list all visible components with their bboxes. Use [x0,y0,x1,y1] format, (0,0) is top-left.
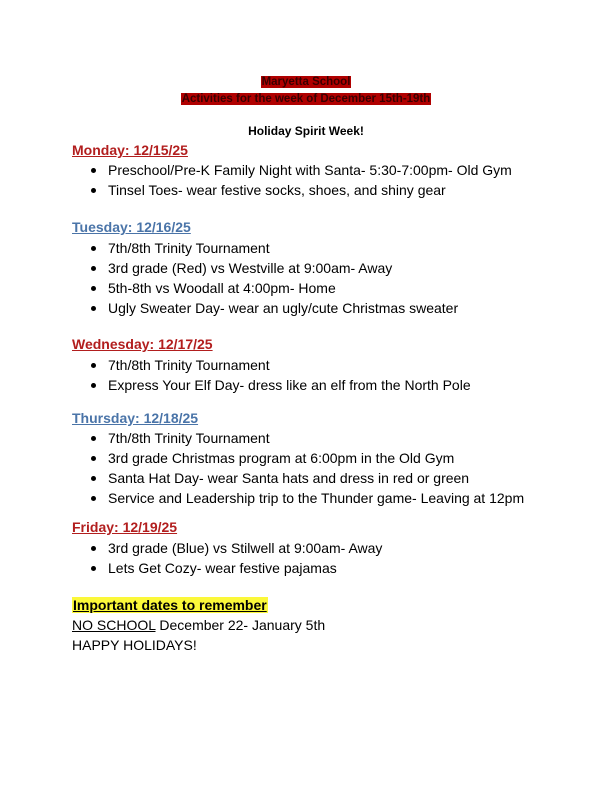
important-dates-heading: Important dates to remember [73,597,267,613]
day-heading-wednesday: Wednesday: 12/17/25 [72,336,213,352]
school-name-line [0,72,612,90]
closing-message: HAPPY HOLIDAYS! [72,637,197,653]
list-item: Preschool/Pre-K Family Night with Santa- 5:30-7:00pm- Old Gym [72,160,512,180]
list-item: 7th/8th Trinity Tournament [72,355,471,375]
thursday-list [72,428,524,508]
week-subtitle-line [0,89,612,107]
list-item: Service and Leadership trip to the Thunder game- Leaving at 12pm [72,488,524,508]
day-heading-thursday: Thursday: 12/18/25 [72,410,199,426]
friday-list [72,538,382,578]
list-item: Tinsel Toes- wear festive socks, shoes, and shiny gear [72,180,512,200]
list-item: Santa Hat Day- wear Santa hats and dress in red or green [72,468,524,488]
monday-list [72,160,512,200]
day-heading-monday: Monday: 12/15/25 [72,142,188,158]
list-item: Lets Get Cozy- wear festive pajamas [72,558,382,578]
list-item: 7th/8th Trinity Tournament [72,428,524,448]
week-subtitle: Activities for the week of December 15th-19th [181,93,431,105]
list-item: 3rd grade (Red) vs Westville at 9:00am- Away [72,258,458,278]
no-school-dates: December 22- January 5th [155,617,326,633]
school-name: Maryetta School [261,76,351,88]
list-item: 5th-8th vs Woodall at 4:00pm- Home [72,278,458,298]
list-item: 3rd grade Christmas program at 6:00pm in the Old Gym [72,448,524,468]
spirit-week-title: Holiday Spirit Week! [248,124,364,138]
wednesday-list [72,355,471,395]
tuesday-list [72,238,458,318]
no-school-label: NO SCHOOL [72,617,156,633]
day-heading-tuesday: Tuesday: 12/16/25 [72,219,191,235]
day-heading-friday: Friday: 12/19/25 [72,519,178,535]
list-item: Express Your Elf Day- dress like an elf from the North Pole [72,375,471,395]
list-item: Ugly Sweater Day- wear an ugly/cute Christmas sweater [72,298,458,318]
no-school-line [72,615,325,635]
list-item: 7th/8th Trinity Tournament [72,238,458,258]
list-item: 3rd grade (Blue) vs Stilwell at 9:00am- Away [72,538,382,558]
